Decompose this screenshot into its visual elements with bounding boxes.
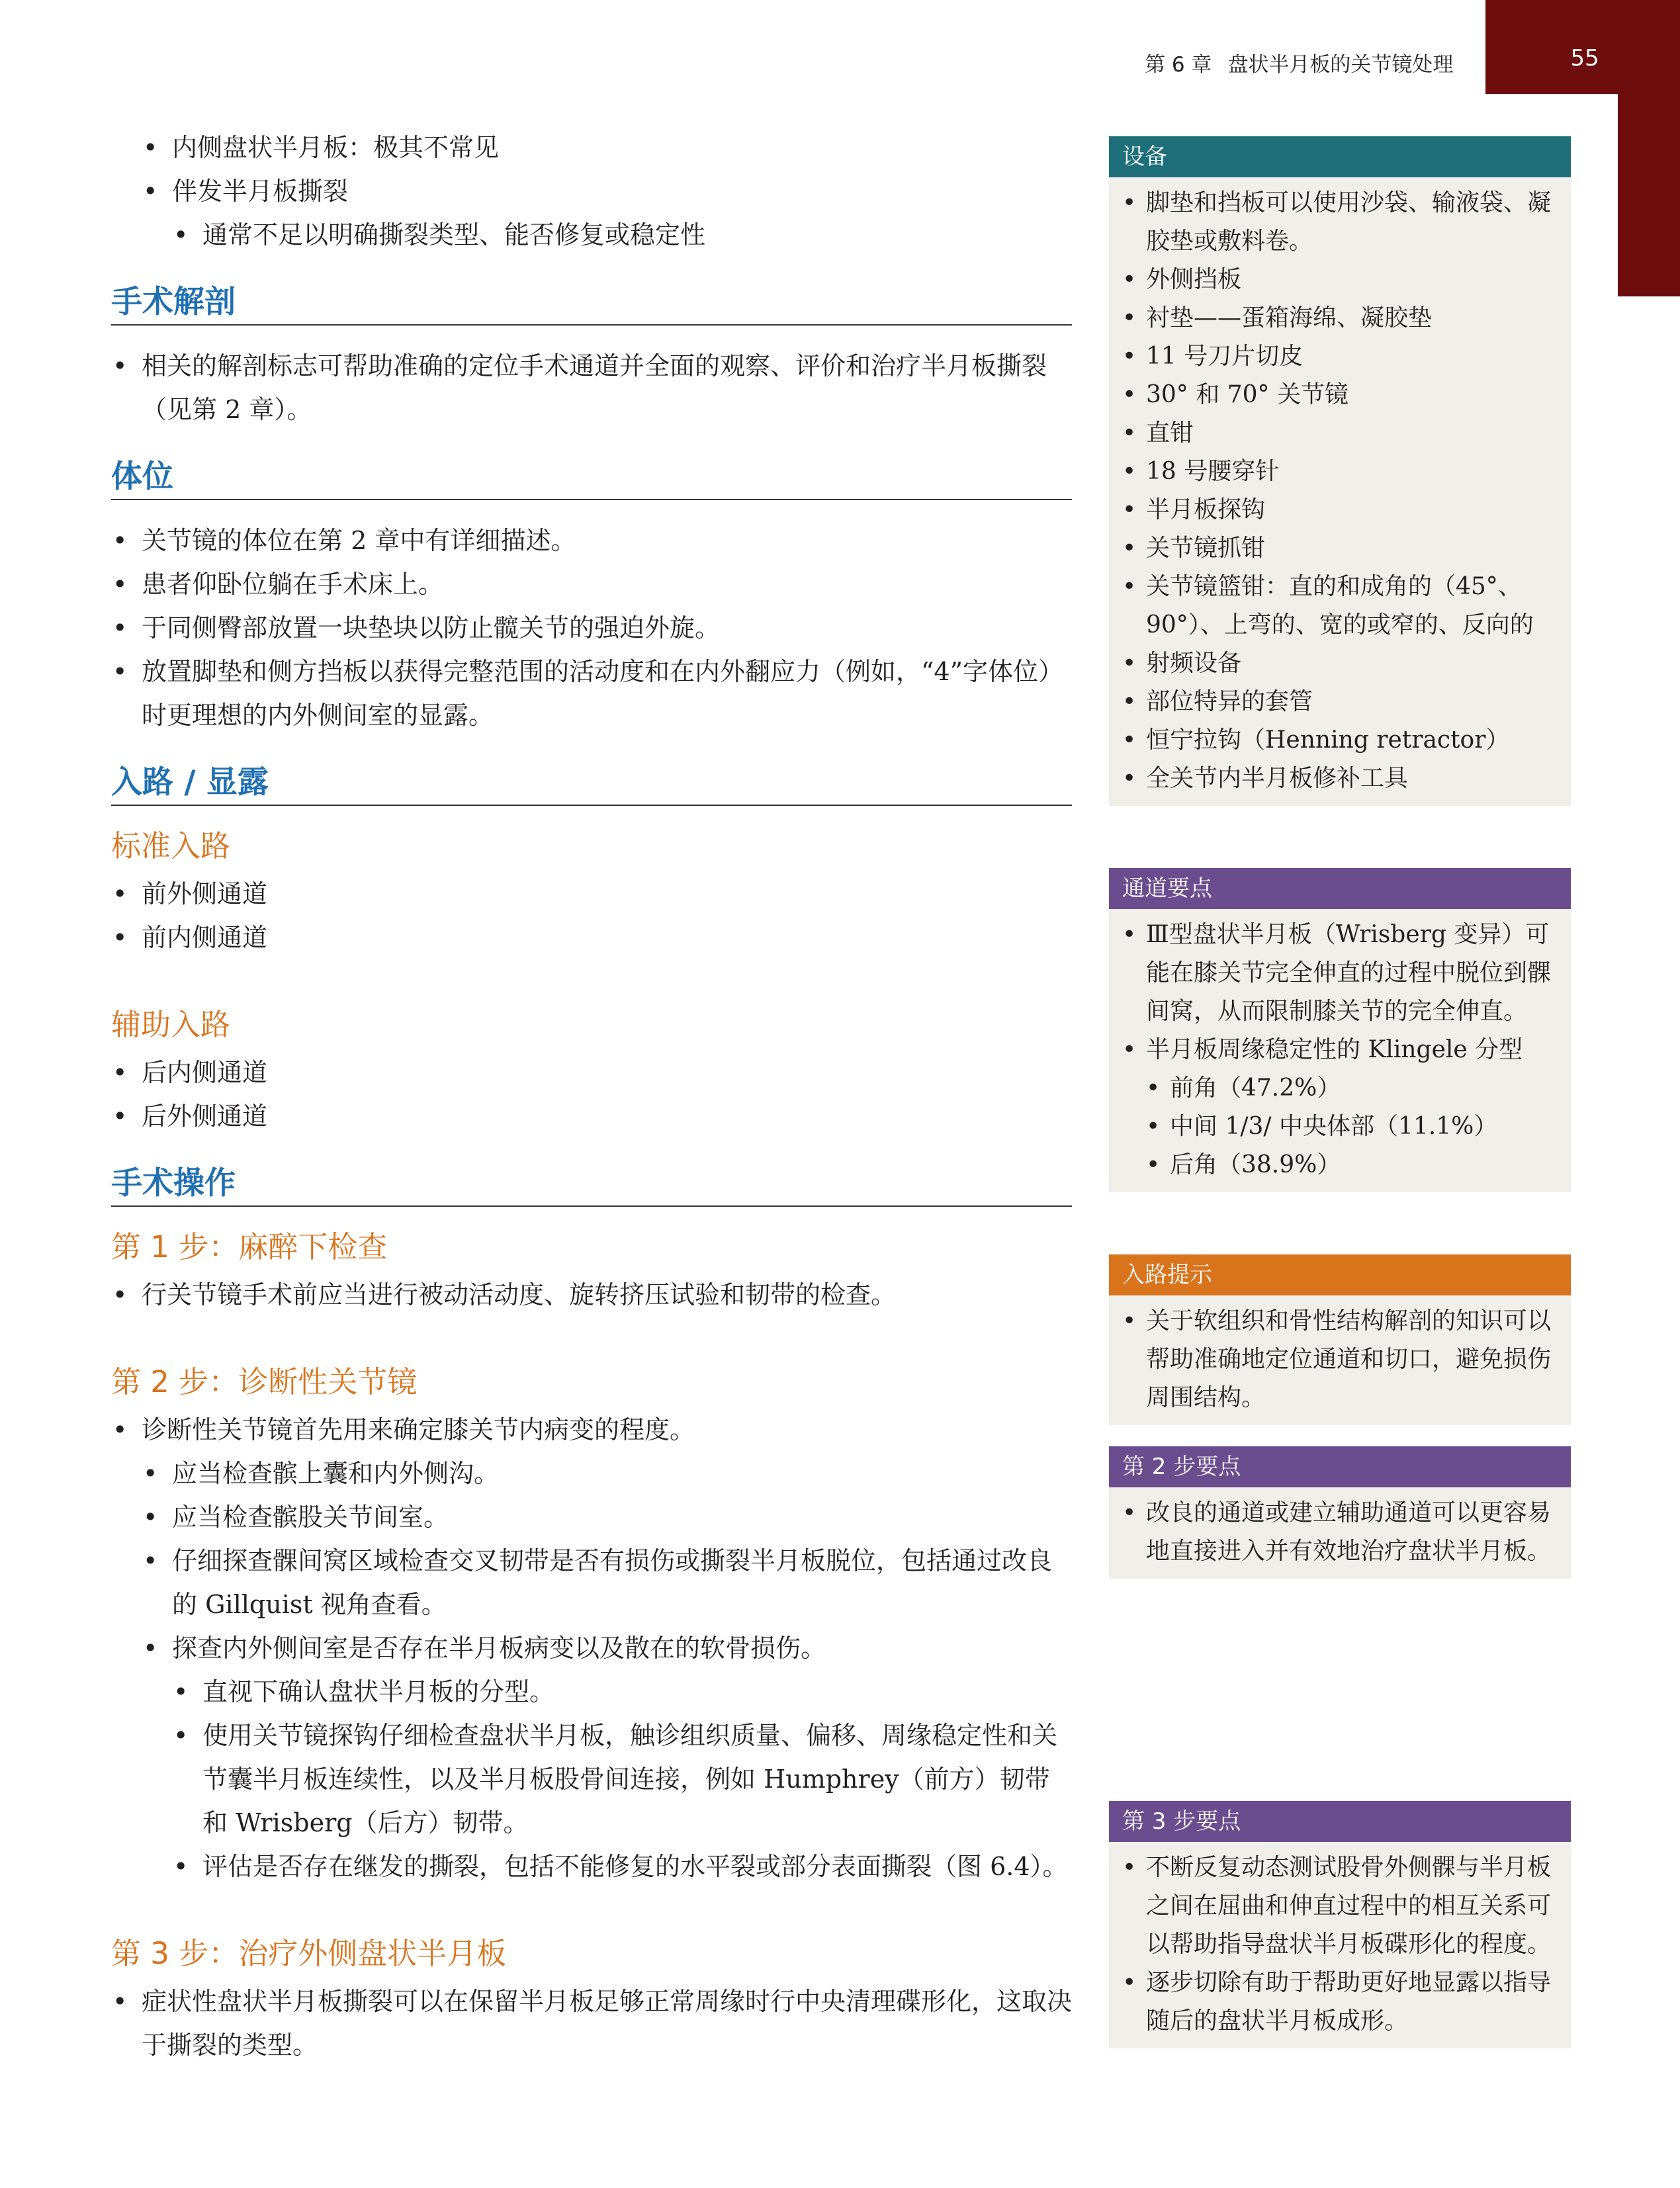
list-item: • 诊断性关节镜首先用来确定膝关节内病变的程度。 <box>111 1408 1072 1452</box>
list-item: • 脚垫和挡板可以使用沙袋、输液袋、凝胶垫或敷料卷。 <box>1122 184 1560 261</box>
list-item: • 相关的解剖标志可帮助准确的定位手术通道并全面的观察、评价和治疗半月板撕裂（见第 2 章）。 <box>111 344 1072 431</box>
list-item: • 逐步切除有助于帮助更好地显露以指导随后的盘状半月板成形。 <box>1122 1964 1560 2040</box>
equipment-box-title: 设备 <box>1109 136 1571 177</box>
list-item: • 症状性盘状半月板撕裂可以在保留半月板足够正常周缘时行中央清理碟形化，这取决于撕裂的类型。 <box>111 1980 1072 2067</box>
list-item: • 关于软组织和骨性结构解剖的知识可以帮助准确地定位通道和切口，避免损伤周围结构。 <box>1122 1302 1560 1417</box>
list-item: • 部位特异的套管 <box>1122 683 1560 721</box>
list-item: • 前内侧通道 <box>111 916 1072 959</box>
list-item: • 内侧盘状半月板：极其不常见 <box>142 126 1072 169</box>
list-item: • 外侧挡板 <box>1122 261 1560 299</box>
list-item: • 衬垫——蛋箱海绵、凝胶垫 <box>1122 299 1560 337</box>
list-item: • 应当检查髌股关节间室。 <box>142 1495 1072 1539</box>
list-item: • 前角（47.2%） <box>1146 1069 1560 1108</box>
page-number: 55 <box>1570 45 1599 71</box>
step2-pearls-box <box>1109 1446 1571 1579</box>
section-heading-procedure: 手术操作 <box>111 1162 1072 1207</box>
list-item: • 行关节镜手术前应当进行被动活动度、旋转挤压试验和韧带的检查。 <box>111 1273 1072 1317</box>
chapter-title: 盘状半月板的关节镜处理 <box>1227 53 1454 77</box>
subheading-accessory-approach: 辅助入路 <box>111 1007 231 1042</box>
equipment-box <box>1109 136 1571 806</box>
list-item: • 仔细探查髁间窝区域检查交叉韧带是否有损伤或撕裂半月板脱位，包括通过改良的 Gillquist 视角查看。 <box>142 1539 1072 1626</box>
list-item: • 中间 1/3/ 中央体部（11.1%） <box>1146 1108 1560 1146</box>
list-item: • 直视下确认盘状半月板的分型。 <box>172 1670 1072 1714</box>
list-item: • 恒宁拉钩（Henning retractor） <box>1122 721 1560 760</box>
step3-pearls-title: 第 3 步要点 <box>1109 1801 1571 1842</box>
subheading-step-3: 第 3 步：治疗外侧盘状半月板 <box>111 1936 507 1971</box>
step2-pearls-title: 第 2 步要点 <box>1109 1446 1571 1487</box>
list-item: • 后角（38.9%） <box>1146 1146 1560 1184</box>
list-item: • 前外侧通道 <box>111 872 1072 916</box>
list-item: • 通常不足以明确撕裂类型、能否修复或稳定性 <box>172 213 1072 257</box>
subheading-step-1: 第 1 步：麻醉下检查 <box>111 1229 388 1264</box>
list-item: • 评估是否存在继发的撕裂，包括不能修复的水平裂或部分表面撕裂（图 6.4）。 <box>172 1845 1072 1888</box>
step3-pearls-box <box>1109 1801 1571 2048</box>
chapter-number: 第 6 章 <box>1145 53 1212 77</box>
section-heading-position: 体位 <box>111 455 1072 500</box>
main-column <box>111 126 1072 2067</box>
list-item: • 30° 和 70° 关节镜 <box>1122 376 1560 414</box>
list-item: • 直钳 <box>1122 414 1560 453</box>
running-header <box>1145 48 1476 79</box>
list-item: • 于同侧臀部放置一块垫块以防止髋关节的强迫外旋。 <box>111 606 1072 650</box>
list-item: • 放置脚垫和侧方挡板以获得完整范围的活动度和在内外翻应力（例如，“4”字体位）时更理想的内外侧间室的显露。 <box>111 650 1072 737</box>
corner-tab <box>1618 94 1680 296</box>
list-item: • 探查内外侧间室是否存在半月板病变以及散在的软骨损伤。 <box>142 1626 1072 1670</box>
list-item: • 改良的通道或建立辅助通道可以更容易地直接进入并有效地治疗盘状半月板。 <box>1122 1494 1560 1571</box>
subheading-step-2: 第 2 步：诊断性关节镜 <box>111 1364 418 1399</box>
approach-tips-title: 入路提示 <box>1109 1254 1571 1295</box>
portal-pearls-box <box>1109 868 1571 1192</box>
list-item: • 射频设备 <box>1122 644 1560 683</box>
section-heading-approach: 入路 / 显露 <box>111 761 1072 806</box>
list-item: • 后外侧通道 <box>111 1094 1072 1138</box>
list-item: • 半月板周缘稳定性的 Klingele 分型 <box>1122 1031 1560 1069</box>
list-item: • 关节镜篮钳：直的和成角的（45°、90°）、上弯的、宽的或窄的、反向的 <box>1122 568 1560 644</box>
portal-pearls-title: 通道要点 <box>1109 868 1571 909</box>
list-item: • 半月板探钩 <box>1122 491 1560 529</box>
section-heading-anatomy: 手术解剖 <box>111 281 1072 326</box>
list-item: • 伴发半月板撕裂 <box>142 169 1072 213</box>
list-item: • 应当检查髌上囊和内外侧沟。 <box>142 1452 1072 1495</box>
list-item: • 不断反复动态测试股骨外侧髁与半月板之间在屈曲和伸直过程中的相互关系可以帮助指导盘状半月板碟形化的程度。 <box>1122 1849 1560 1964</box>
list-item: • 11 号刀片切皮 <box>1122 337 1560 376</box>
subheading-standard-approach: 标准入路 <box>111 828 231 863</box>
list-item: • 使用关节镜探钩仔细检查盘状半月板，触诊组织质量、偏移、周缘稳定性和关节囊半月板连续性，以及半月板股骨间连接，例如 Humphrey（前方）韧带和 Wrisberg（后方）韧带。 <box>172 1714 1072 1845</box>
list-item: • 关节镜的体位在第 2 章中有详细描述。 <box>111 519 1072 562</box>
list-item: • 后内侧通道 <box>111 1051 1072 1094</box>
list-item: • 患者仰卧位躺在手术床上。 <box>111 562 1072 606</box>
list-item: • 全关节内半月板修补工具 <box>1122 760 1560 798</box>
list-item: • 18 号腰穿针 <box>1122 453 1560 491</box>
list-item: • Ⅲ型盘状半月板（Wrisberg 变异）可能在膝关节完全伸直的过程中脱位到髁间窝，从而限制膝关节的完全伸直。 <box>1122 916 1560 1031</box>
approach-tips-box <box>1109 1254 1571 1425</box>
list-item: • 关节镜抓钳 <box>1122 529 1560 568</box>
